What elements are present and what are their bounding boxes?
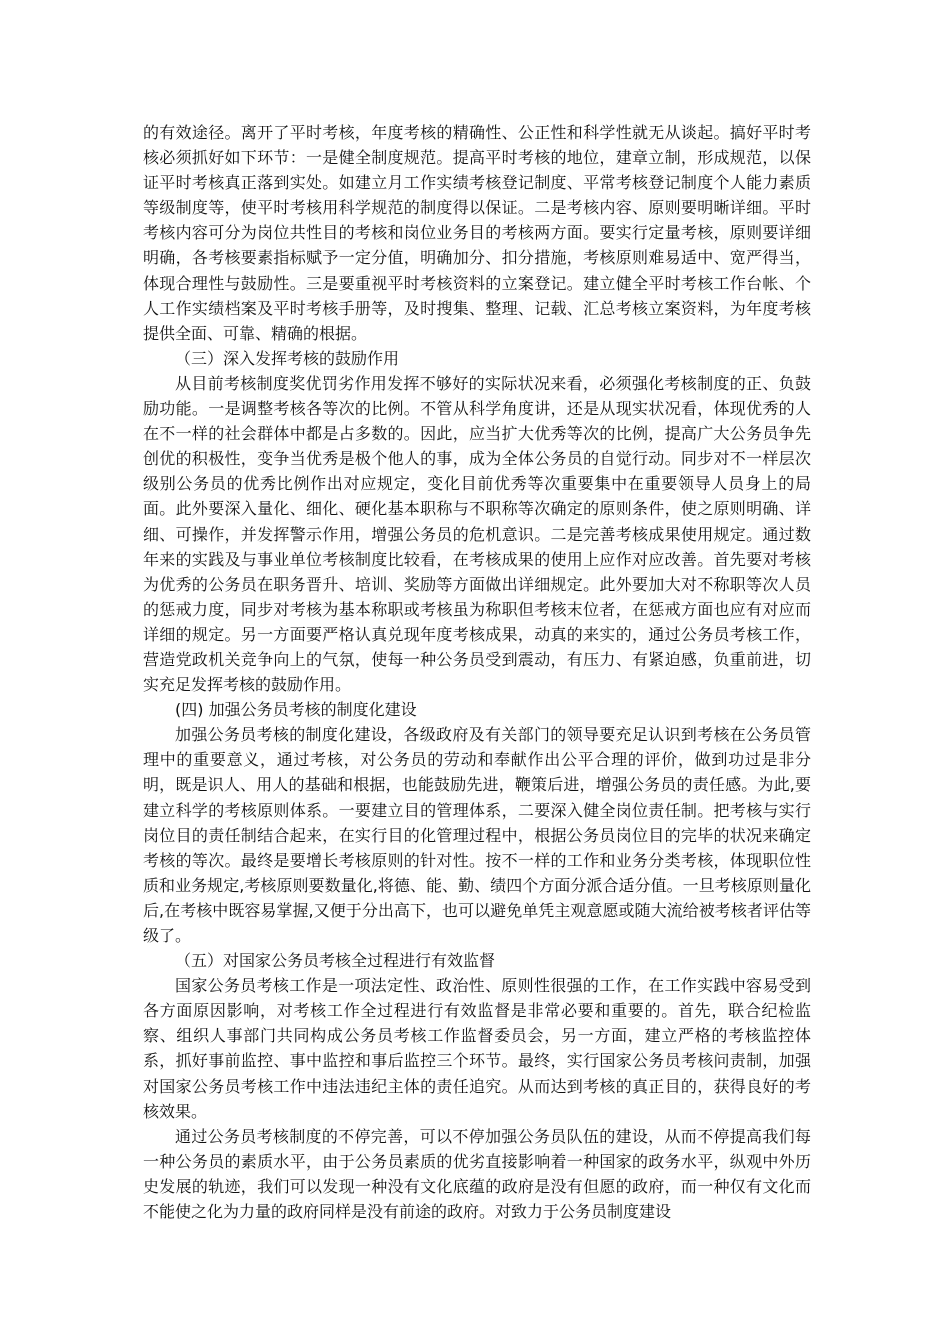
paragraph-institutionalization: 加强公务员考核的制度化建设，各级政府及有关部门的领导要充足认识到考核在公务员管理中的重要意义，通过考核，对公务员的劳动和奉献作出公平合理的评价，做到功过是非分明，既是识人、用人的基础和根据，也能鼓励先进，鞭策后进，增强公务员的责任感。为此,要建立科学的考核原则体系。一要建立目的管理体系，二要深入健全岗位责任制。把考核与实行岗位目的责任制结合起来，在实行目的化管理过程中，根据公务员岗位目的完毕的状况来确定考核的等次。最终是要增长考核原则的针对性。按不一样的工作和业务分类考核，体现职位性质和业务规定,考核原则要数量化,将德、能、勤、绩四个方面分派合适分值。一旦考核原则量化后,在考核中既容易掌握,又便于分出高下，也可以避免单凭主观意愿或随大流给被考核者评估等级了。 (143, 725, 811, 945)
paragraph-continued: 的有效途径。离开了平时考核，年度考核的精确性、公正性和科学性就无从谈起。搞好平时考核必须抓好如下环节：一是健全制度规范。提高平时考核的地位，建章立制，形成规范，以保证平时考核真正落到实处。如建立月工作实绩考核登记制度、平常考核登记制度个人能力素质等级制度等，使平时考核用科学规范的制度得以保证。二是考核内容、原则要明晰详细。平时考核内容可分为岗位共性目的考核和岗位业务目的考核两方面。要实行定量考核，原则要详细明确，各考核要素指标赋予一定分值，明确加分、扣分措施，考核原则难易适中、宽严得当，体现合理性与鼓励性。三是要重视平时考核资料的立案登记。建立健全平时考核工作台帐、个人工作实绩档案及平时考核手册等，及时搜集、整理、记载、汇总考核立案资料，为年度考核提供全面、可靠、精确的根据。 (143, 123, 811, 343)
paragraph-incentive: 从目前考核制度奖优罚劣作用发挥不够好的实际状况来看，必须强化考核制度的正、负鼓励功能。一是调整考核各等次的比例。不管从科学角度讲，还是从现实状况看，体现优秀的人在不一样的社会群体中都是占多数的。因此，应当扩大优秀等次的比例，提高广大公务员争先创优的积极性，变争当优秀是极个他人的事，成为全体公务员的自觉行动。同步对不一样层次级别公务员的优秀比例作出对应规定，变化目前优秀等次重要集中在重要领导人员身上的局面。此外要深入量化、细化、硬化基本职称与不职称等次确定的原则条件，使之原则明确、详细、可操作，并发挥警示作用，增强公务员的危机意识。二是完善考核成果使用规定。通过数年来的实践及与事业单位考核制度比较看，在考核成果的使用上应作对应改善。首先要对考核为优秀的公务员在职务晋升、培训、奖励等方面做出详细规定。此外要加大对不称职等次人员的惩戒力度，同步对考核为基本称职或考核虽为称职但考核末位者，在惩戒方面也应有对应而详细的规定。另一方面要严格认真兑现年度考核成果，动真的来实的，通过公务员考核工作，营造党政机关竞争向上的气氛，使每一种公务员受到震动，有压力、有紧迫感，负重前进，切实充足发挥考核的鼓励作用。 (143, 373, 811, 695)
section-heading-3: （三）深入发挥考核的鼓励作用 (175, 348, 400, 368)
paragraph-supervision: 国家公务员考核工作是一项法定性、政治性、原则性很强的工作，在工作实践中容易受到各方面原因影响，对考核工作全过程进行有效监督是非常必要和重要的。首先，联合纪检监察、组织人事部门共同构成公务员考核工作监督委员会，另一方面，建立严格的考核监控体系，抓好事前监控、事中监控和事后监控三个环节。最终，实行国家公务员考核问责制，加强对国家公务员考核工作中违法违纪主体的责任追究。从而达到考核的真正目的，获得良好的考核效果。 (143, 976, 811, 1121)
section-heading-4: (四) 加强公务员考核的制度化建设 (175, 700, 417, 720)
section-heading-5: （五）对国家公务员考核全过程进行有效监督 (175, 951, 496, 971)
document-body (143, 120, 811, 1224)
paragraph-conclusion: 通过公务员考核制度的不停完善，可以不停加强公务员队伍的建设，从而不停提高我们每一种公务员的素质水平，由于公务员素质的优劣直接影响着一种国家的政务水平，纵观中外历史发展的轨迹，我们可以发现一种没有文化底蕴的政府是没有但愿的政府，而一种仅有文化而不能使之化为力量的政府同样是没有前途的政府。对致力于公务员制度建设 (143, 1126, 811, 1222)
